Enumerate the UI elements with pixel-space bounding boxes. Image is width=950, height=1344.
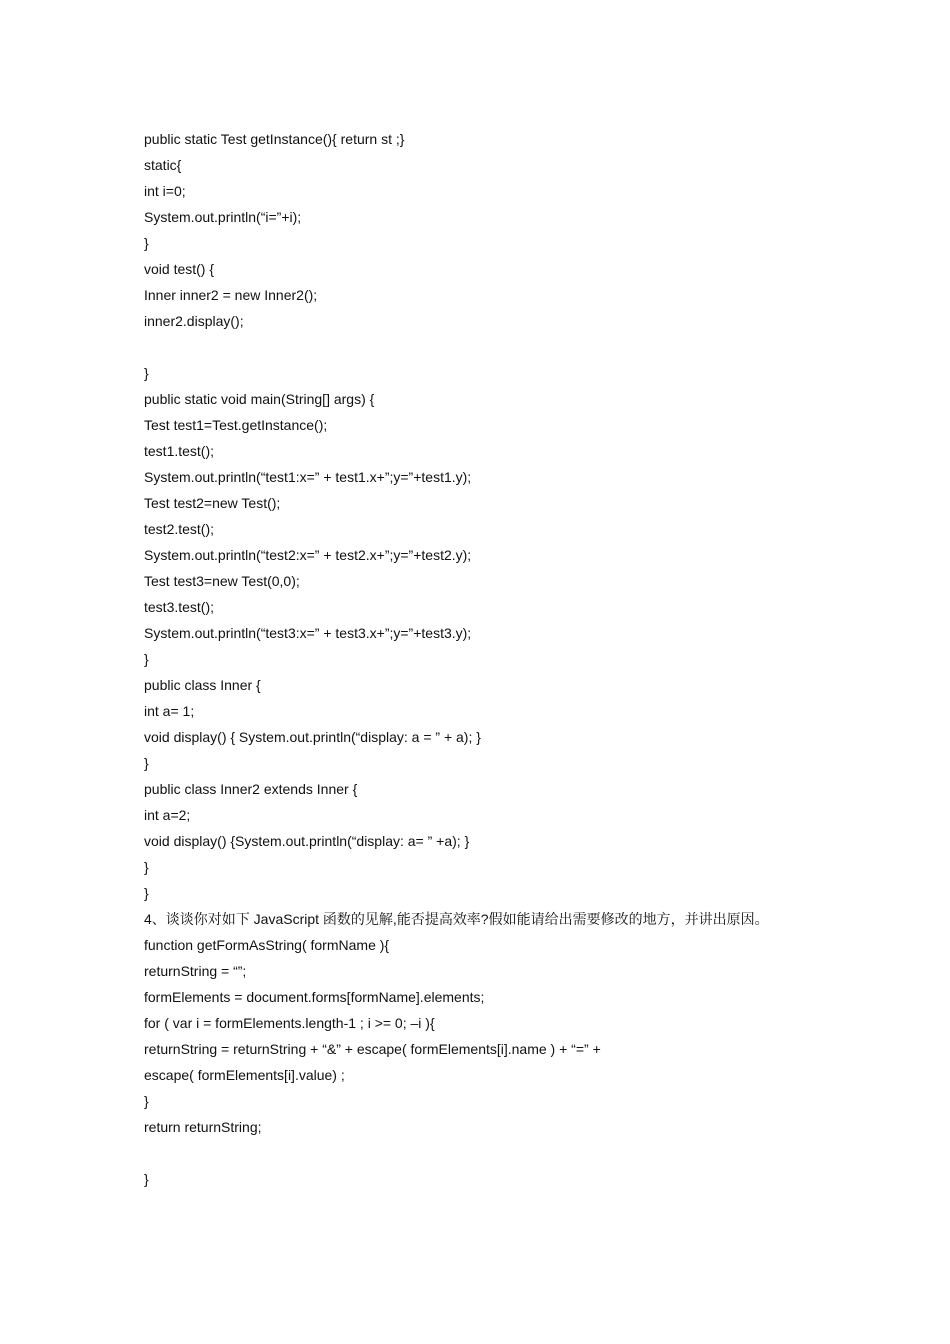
text-line: void test() { bbox=[144, 261, 215, 277]
text-line: function getFormAsString( formName ){ bbox=[144, 937, 390, 953]
text-line: public static Test getInstance(){ return st ;} bbox=[144, 131, 405, 147]
text-line: } bbox=[144, 1171, 149, 1187]
text-line: } bbox=[144, 859, 149, 875]
text-line: formElements = document.forms[formName].elements; bbox=[144, 989, 485, 1005]
text-line: 4、谈谈你对如下 JavaScript 函数的见解,能否提高效率?假如能请给出需要修改的地方，并讲出原因。 bbox=[144, 911, 769, 927]
text-line: int i=0; bbox=[144, 183, 186, 199]
text-line: public class Inner2 extends Inner { bbox=[144, 781, 358, 797]
text-line: } bbox=[144, 885, 149, 901]
text-line: test3.test(); bbox=[144, 599, 215, 615]
text-line: System.out.println(“test1:x=” + test1.x+”;y=”+test1.y); bbox=[144, 469, 472, 485]
text-line: returnString = “”; bbox=[144, 963, 247, 979]
text-line: public class Inner { bbox=[144, 677, 261, 693]
text-line: static{ bbox=[144, 157, 182, 173]
text-line: returnString = returnString + “&” + escape( formElements[i].name ) + “=” + bbox=[144, 1041, 601, 1057]
text-line: Test test3=new Test(0,0); bbox=[144, 573, 300, 589]
text-line: return returnString; bbox=[144, 1119, 262, 1135]
text-line: System.out.println(“i=”+i); bbox=[144, 209, 302, 225]
text-line: Test test1=Test.getInstance(); bbox=[144, 417, 328, 433]
text-line: void display() {System.out.println(“display: a= ” +a); } bbox=[144, 833, 470, 849]
text-line: Test test2=new Test(); bbox=[144, 495, 281, 511]
text-line: } bbox=[144, 1093, 149, 1109]
text-line: test1.test(); bbox=[144, 443, 215, 459]
text-line: public static void main(String[] args) { bbox=[144, 391, 375, 407]
text-line: void display() { System.out.println(“display: a = ” + a); } bbox=[144, 729, 481, 745]
text-line: } bbox=[144, 365, 149, 381]
text-line: escape( formElements[i].value) ; bbox=[144, 1067, 345, 1083]
blank-line bbox=[144, 1140, 904, 1166]
code-listing bbox=[144, 126, 904, 1192]
text-line: System.out.println(“test3:x=” + test3.x+”;y=”+test3.y); bbox=[144, 625, 472, 641]
text-line: } bbox=[144, 755, 149, 771]
blank-line bbox=[144, 334, 904, 360]
text-line: test2.test(); bbox=[144, 521, 215, 537]
text-line: inner2.display(); bbox=[144, 313, 244, 329]
text-line: } bbox=[144, 651, 149, 667]
text-line: } bbox=[144, 235, 149, 251]
text-line: for ( var i = formElements.length-1 ; i >= 0; –i ){ bbox=[144, 1015, 435, 1031]
text-line: Inner inner2 = new Inner2(); bbox=[144, 287, 318, 303]
text-line: int a= 1; bbox=[144, 703, 195, 719]
text-line: System.out.println(“test2:x=” + test2.x+”;y=”+test2.y); bbox=[144, 547, 472, 563]
text-line: int a=2; bbox=[144, 807, 191, 823]
